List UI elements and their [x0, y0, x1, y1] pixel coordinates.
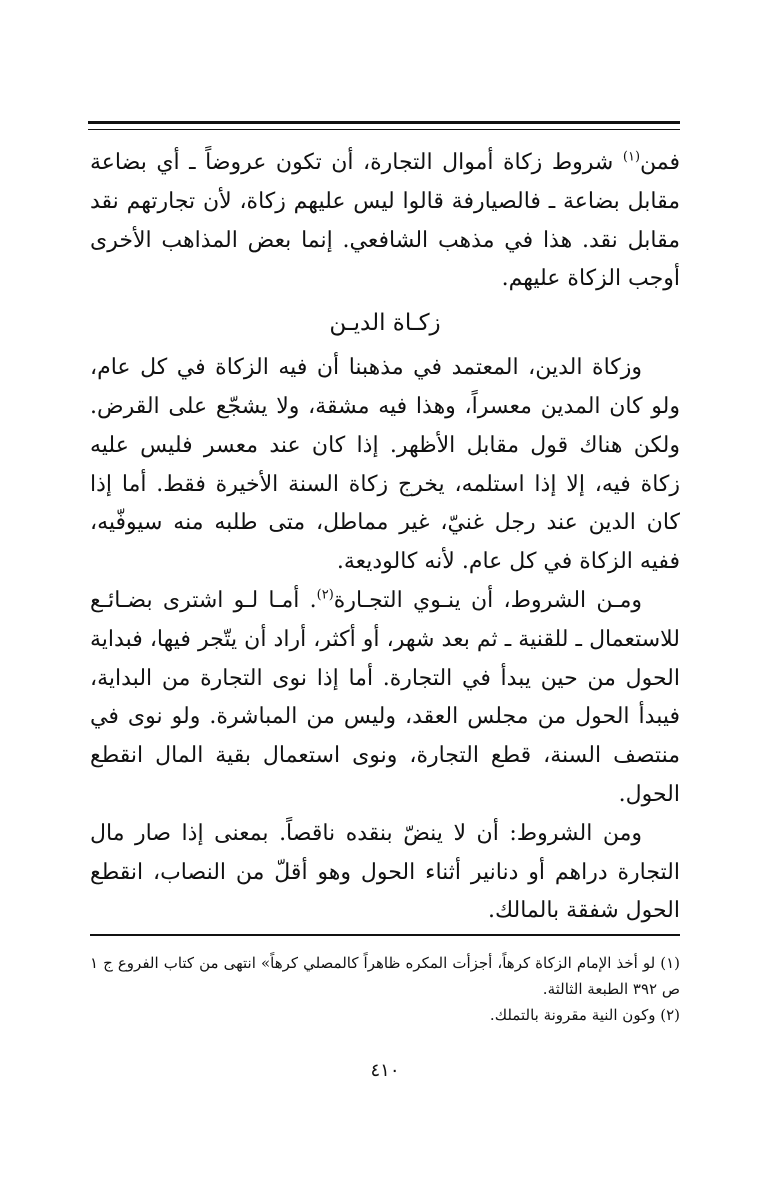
- footnote-reference-1[interactable]: (١): [622, 149, 641, 165]
- main-text: [90, 144, 680, 931]
- paragraph-1-text: شروط زكاة أموال التجارة، أن تكون عروضاً ـ أي بضاعة مقابل بضاعة ـ فالصيارفة قالوا ليس عليهم زكاة، لأن تجارتهم نقد مقابل نقد. هذا في مذهب الشافعي. إنما بعض المذاهب الأخرى أوجب الزكاة عليهم.: [90, 150, 680, 292]
- paragraph-2: وزكاة الدين، المعتمد في مذهبنا أن فيه الزكاة في كل عام، ولو كان المدين معسراً، وهذا فيه مشقة، ولا يشجّع على القرض. ولكن هناك قول مقابل الأظهر. إذا كان عند معسر فليس عليه زكاة فيه، إلا إذا استلمه، يخرج زكاة السنة الأخيرة فقط. أما إذا كان الدين عند رجل غنيّ، غير مماطل، متى طلبه منه سيوفّيه، ففيه الزكاة في كل عام. لأنه كالوديعة.: [90, 355, 680, 575]
- paragraph-3-start: ومـن الشروط، أن ينـوي التجـارة: [333, 587, 642, 613]
- footnote-1: (١) لو أخذ الإمام الزكاة كرهاً، أجزأت المكره ظاهراً كالمصلي كرهاً» انتهى من كتاب الفروع ج ١ ص ٣٩٢ الطبعة الثالثة.: [90, 954, 680, 998]
- section-heading: زكـاة الديـن: [329, 310, 441, 337]
- footnote-2: (٢) وكون النية مقرونة بالتملك.: [489, 1006, 680, 1024]
- paragraph-4: ومن الشروط: أن لا ينضّ بنقده ناقصاً. بمعنى إذا صار مال التجارة دراهم أو دنانير أثناء الحول وهو أقلّ من النصاب، انقطع الحول شفقة بالمالك.: [90, 820, 680, 924]
- footnote-divider: [90, 934, 680, 936]
- paragraph-1: [90, 144, 680, 299]
- header-rule-thick: [88, 121, 680, 124]
- paragraph-3-text: . أمـا لـو اشترى بضـائـع للاستعمال ـ للقنية ـ ثم بعد شهر، أو أكثر، أراد أن يتّجر فيها، فبداية الحول من حين يبدأ في التجارة. أما إذا نوى التجارة من البداية، فيبدأ الحول من مجلس العقد، وليس من المباشرة. ولو نوى في منتصف السنة، قطع التجارة، ونوى استعمال بقية المال انقطع الحول.: [90, 587, 680, 807]
- paragraph-3: [90, 582, 680, 815]
- paragraph-1-start: فمن: [640, 150, 680, 175]
- header-rule-thin: [88, 129, 680, 130]
- page-number: ٤١٠: [370, 1060, 400, 1081]
- footnotes: [90, 950, 680, 1028]
- footnote-reference-2[interactable]: (٢): [316, 587, 334, 603]
